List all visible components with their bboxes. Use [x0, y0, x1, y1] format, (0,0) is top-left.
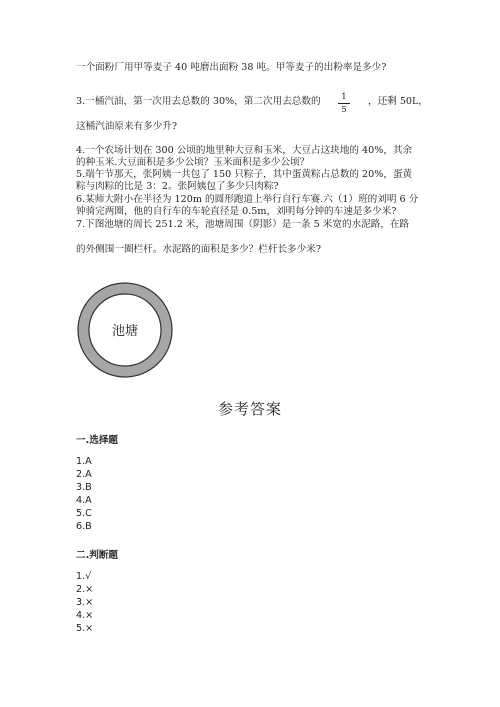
- answers-title: 参考答案: [217, 400, 282, 418]
- choice-answer: 5.C: [76, 508, 92, 519]
- fraction: [338, 92, 350, 115]
- question-6-line1: 6.某师大附小在半径为 120m 的圆形跑道上举行自行车赛.六（1）班的刘明 6 分: [76, 194, 419, 205]
- question-5-line2: 粽与肉粽的比是 3：2。张阿姨包了多少只肉粽?: [76, 181, 279, 192]
- choice-answer: 1.A: [76, 456, 92, 467]
- choice-answer: 2.A: [76, 469, 92, 480]
- pond-diagram: [75, 280, 175, 380]
- choice-answer: 4.A: [76, 495, 92, 506]
- question-3-line1: 3.一桶汽油，第一次用去总数的 30%，第二次用去总数的: [76, 96, 321, 107]
- question-7-line2: 的外侧围一圈栏杆。水泥路的面积是多少？栏杆长多少米?: [76, 244, 321, 255]
- question-7-line1: 7.下图池塘的周长 251.2 米，池塘周围（阴影）是一条 5 米宽的水泥路，在路: [76, 219, 410, 230]
- fraction-numerator: 1: [341, 92, 347, 102]
- judge-answer: 2.×: [76, 584, 94, 595]
- fraction-denominator: 5: [341, 105, 347, 115]
- judge-answer: 5.×: [76, 623, 94, 634]
- choice-answer: 3.B: [76, 482, 92, 493]
- section-choice-heading: 一.选择题: [76, 435, 119, 446]
- judge-answer: 4.×: [76, 610, 94, 621]
- question-3-line2: 这桶汽油原来有多少升?: [76, 121, 178, 132]
- pond-label: 池塘: [111, 324, 139, 339]
- judge-answer: 1.√: [76, 571, 92, 582]
- question-5-line1: 5.端午节那天，张阿姨一共包了 150 只粽子，其中蛋黄粽占总数的 20%，蛋黄: [76, 169, 413, 180]
- section-judge-heading: 二.判断题: [76, 550, 119, 561]
- fraction-bar: [338, 103, 350, 104]
- question-4-line2: 的种玉米.大豆面积是多少公顷？玉米面积是多少公顷？: [76, 157, 310, 168]
- choice-answer: 6.B: [76, 521, 92, 532]
- judge-answer: 3.×: [76, 597, 94, 608]
- question-6-line2: 钟骑完两圈，他的自行车的车轮直径是 0.5m，刘明每分钟的车速是多少米?: [76, 206, 397, 217]
- question-4-line1: 4.一个农场计划在 300 公顷的地里种大豆和玉米，大豆占这块地的 40%，其余: [76, 145, 413, 156]
- question-2: 一个面粉厂用甲等麦子 40 吨磨出面粉 38 吨。甲等麦子的出粉率是多少?: [76, 62, 387, 73]
- question-3-line1-end: ，还剩 50L，: [368, 96, 429, 107]
